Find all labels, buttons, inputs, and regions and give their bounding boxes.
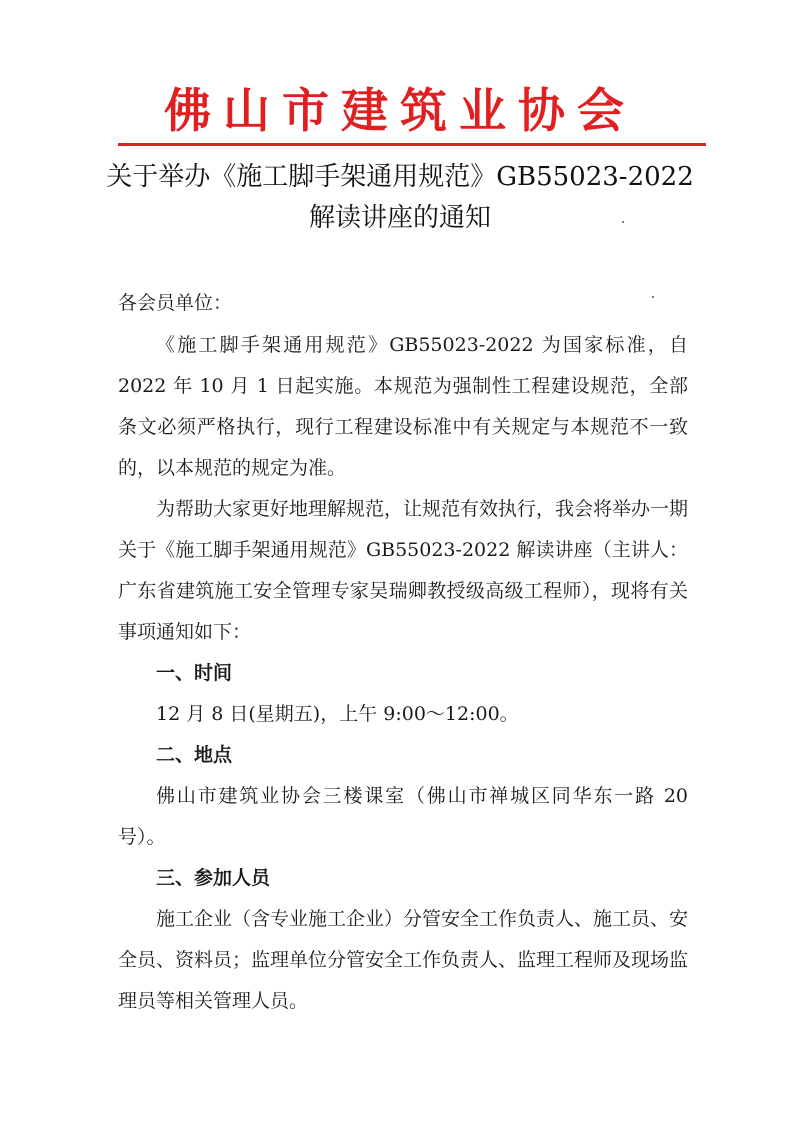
section-heading-participants: 三、参加人员 <box>156 867 271 889</box>
section-content-participants: 施工企业（含专业施工企业）分管安全工作负责人、施工员、安全员、资料员；监理单位分管安全工作负责人、监理工程师及现场监理员等相关管理人员。 <box>118 908 689 1012</box>
section-heading-location: 二、地点 <box>156 744 233 766</box>
letterhead-red-rule <box>118 143 706 146</box>
notice-title-line2: 解读讲座的通知 <box>308 203 491 233</box>
section-content-location: 佛山市建筑业协会三楼课室（佛山市禅城区同华东一路 20 号）。 <box>118 785 688 848</box>
section-heading-time: 一、时间 <box>156 662 233 684</box>
paragraph-intro: 《施工脚手架通用规范》GB55023-2022 为国家标准，自 2022 年 10 月 1 日起实施。本规范为强制性工程建设规范，全部条文必须严格执行，现行工程建设标准中有关规定与本规范不一致的，以本规范的规定为准。 <box>118 334 688 479</box>
section-content-time: 12 月 8 日(星期五)，上午 9:00～12:00。 <box>156 703 519 725</box>
scan-speck <box>622 221 624 223</box>
scan-speck <box>652 296 654 298</box>
paragraph-purpose: 为帮助大家更好地理解规范，让规范有效执行，我会将举办一期关于《施工脚手架通用规范》GB55023-2022 解读讲座（主讲人：广东省建筑施工安全管理专家吴瑞卿教授级高级工程师），现将有关事项通知如下： <box>118 498 689 643</box>
salutation: 各会员单位： <box>118 292 233 314</box>
letterhead-organization-name: 佛山市建筑业协会 <box>164 84 636 139</box>
notice-title-line1: 关于举办《施工脚手架通用规范》GB55023-2022 <box>106 162 694 192</box>
